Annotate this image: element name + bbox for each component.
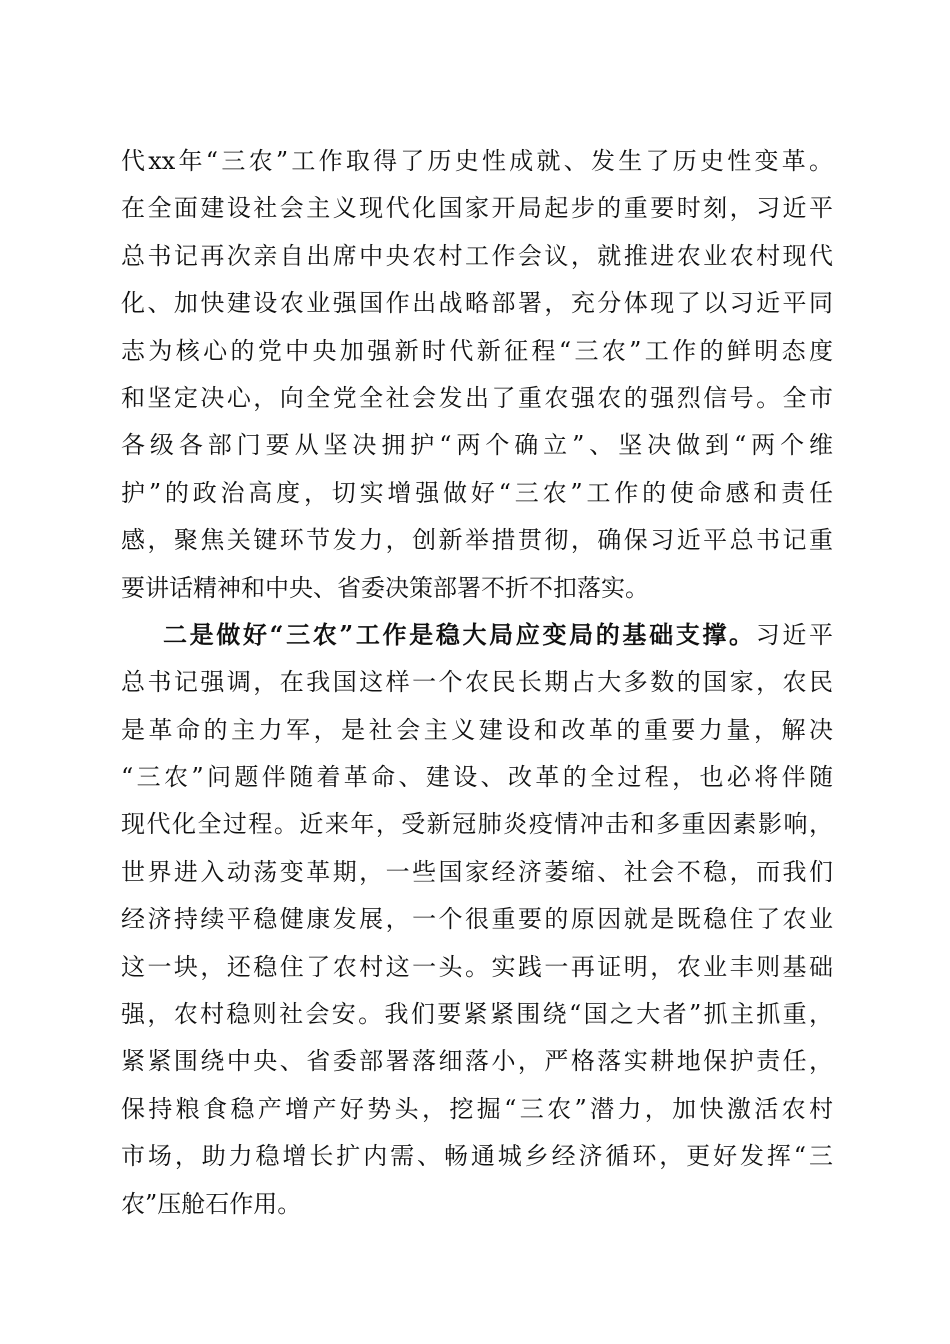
paragraph-first-line — [121, 616, 833, 663]
paragraph-line: 各级各部门要从坚决拥护“两个确立”、坚决做到“两个维 — [121, 431, 833, 460]
paragraph-line: 农”压舱石作用。 — [121, 1189, 302, 1218]
body-text — [121, 142, 833, 1232]
paragraph-line: 强，农村稳则社会安。我们要紧紧围绕“国之大者”抓主抓重， — [121, 1000, 833, 1029]
paragraph-line: 志为核心的党中央加强新时代新征程“三农”工作的鲜明态度 — [121, 336, 833, 365]
paragraph-line: 要讲话精神和中央、省委决策部署不折不扣落实。 — [121, 573, 649, 602]
paragraph-line: 现代化全过程。近来年，受新冠肺炎疫情冲击和多重因素影响， — [121, 810, 833, 839]
paragraph-line: 总书记强调，在我国这样一个农民长期占大多数的国家，农民 — [121, 668, 833, 697]
paragraph-line: 经济持续平稳健康发展，一个很重要的原因就是既稳住了农业 — [121, 905, 833, 934]
paragraph-heading: 二是做好“三农”工作是稳大局应变局的基础支撑。 — [163, 619, 756, 649]
paragraph-line: 护”的政治高度，切实增强做好“三农”工作的使命感和责任 — [121, 478, 833, 507]
paragraph-line: “三农”问题伴随着革命、建设、改革的全过程，也必将伴随 — [121, 763, 833, 792]
paragraph-line: 紧紧围绕中央、省委部署落细落小，严格落实耕地保护责任， — [121, 1047, 833, 1076]
paragraph-line: 世界进入动荡变革期，一些国家经济萎缩、社会不稳，而我们 — [121, 857, 833, 886]
paragraph-line: 市场，助力稳增长扩内需、畅通城乡经济循环，更好发挥“三 — [121, 1142, 833, 1171]
paragraph-line: 化、加快建设农业强国作出战略部署，充分体现了以习近平同 — [121, 289, 833, 318]
paragraph-1 — [121, 142, 833, 616]
paragraph-heading-rest: 习近平 — [755, 620, 833, 649]
paragraph-2 — [121, 616, 833, 1232]
paragraph-line: 代xx年“三农”工作取得了历史性成就、发生了历史性变革。 — [121, 147, 833, 175]
paragraph-line: 这一块，还稳住了农村这一头。实践一再证明，农业丰则基础 — [121, 952, 833, 981]
paragraph-line: 在全面建设社会主义现代化国家开局起步的重要时刻，习近平 — [121, 194, 833, 223]
paragraph-line: 保持粮食稳产增产好势头，挖掘“三农”潜力，加快激活农村 — [121, 1094, 833, 1123]
paragraph-line: 感，聚焦关键环节发力，创新举措贯彻，确保习近平总书记重 — [121, 526, 833, 555]
paragraph-line: 总书记再次亲自出席中央农村工作会议，就推进农业农村现代 — [121, 241, 833, 270]
paragraph-line: 和坚定决心，向全党全社会发出了重农强农的强烈信号。全市 — [121, 383, 833, 412]
paragraph-line: 是革命的主力军，是社会主义建设和改革的重要力量，解决 — [121, 715, 833, 744]
